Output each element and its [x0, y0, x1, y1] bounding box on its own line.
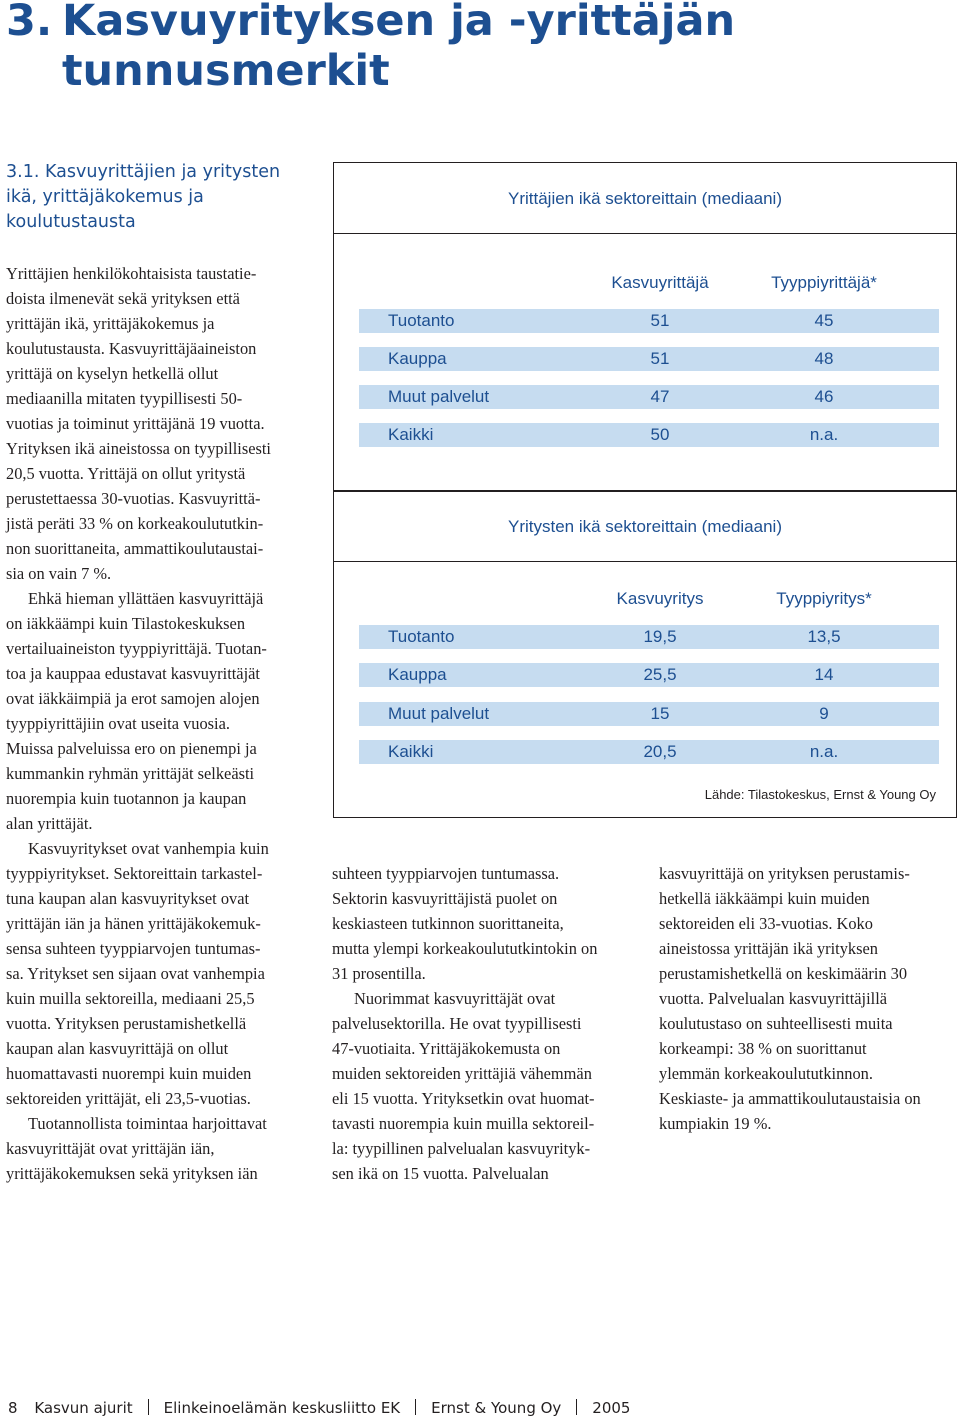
- table-row: [359, 663, 939, 687]
- text-line: vuotta. Yrityksen perustamishetkellä: [6, 1014, 247, 1033]
- text-line: sektoreiden yrittäjät, eli 23,5-vuotias.: [6, 1089, 251, 1108]
- footer-divider: [576, 1399, 577, 1415]
- table-header: [334, 271, 958, 295]
- column-header: Tyyppiyritys*: [776, 589, 872, 608]
- text-line: sektoreiden eli 33-vuotias. Koko: [659, 914, 873, 933]
- text-line: sa. Yritykset sen sijaan ovat vanhempia: [6, 964, 265, 983]
- table-row: [359, 385, 939, 409]
- section-title-line-3: koulutustausta: [6, 212, 136, 232]
- page-number: 8: [8, 1399, 18, 1417]
- text-line: tavasti nuorempia kuin muilla sektoreil-: [332, 1114, 595, 1133]
- text-line: Ehkä hieman yllättäen kasvuyrittäjä: [28, 589, 264, 608]
- cell-value: 48: [814, 349, 834, 368]
- text-line: koulutustaso on suhteellisesti muita: [659, 1014, 893, 1033]
- table-source-note: Lähde: Tilastokeskus, Ernst & Young Oy: [704, 787, 936, 802]
- text-line: tyyppiyritykset. Sektoreittain tarkastel-: [6, 864, 263, 883]
- row-label: Kauppa: [388, 349, 447, 368]
- text-line: kuin muilla sektoreilla, mediaani 25,5: [6, 989, 255, 1008]
- text-line: 20,5 vuotta. Yrittäjä on ollut yritystä: [6, 464, 246, 483]
- text-line: vuotta. Palvelualan kasvuyrittäjillä: [659, 989, 888, 1008]
- cell-value: 51: [650, 311, 670, 330]
- publisher-name: Elinkeinoelämän keskusliitto EK: [163, 1399, 401, 1417]
- chapter-heading: [6, 0, 906, 96]
- table-row: [359, 740, 939, 764]
- cell-value: n.a.: [809, 742, 839, 761]
- text-line: 31 prosentilla.: [332, 964, 426, 983]
- text-line: koulutustausta. Kasvuyrittäjäaineiston: [6, 339, 257, 358]
- text-line: sia on vain 7 %.: [6, 564, 112, 583]
- text-line: yrittäjä on kyselyn hetkellä ollut: [6, 364, 219, 383]
- row-label: Tuotanto: [388, 311, 455, 330]
- cell-value: 14: [814, 665, 834, 684]
- text-line: tuna kaupan alan kasvuyritykset ovat: [6, 889, 250, 908]
- text-line: hetkellä iäkkäämpi kuin muiden: [659, 889, 870, 908]
- section-title-line-2: ikä, yrittäjäkokemus ja: [6, 187, 204, 207]
- cell-value: 19,5: [643, 627, 677, 646]
- text-line: Yrittäjien henkilökohtaisista taustatie-: [6, 264, 257, 283]
- column-header: Kasvuyritys: [616, 589, 704, 608]
- cell-value: 15: [650, 704, 670, 723]
- text-line: yrittäjän iän ja hänen yrittäjäkokemuk-: [6, 914, 261, 933]
- text-line: ovat iäkkäimpiä ja erot samojen alojen: [6, 689, 260, 708]
- cell-value: 47: [650, 387, 670, 406]
- chapter-title-line-1: Kasvuyrityksen ja -yrittäjän: [62, 0, 736, 46]
- text-line: doista ilmenevät sekä yrityksen että: [6, 289, 240, 308]
- text-line: Nuorimmat kasvuyrittäjät ovat: [354, 989, 556, 1008]
- chapter-title-line-2: tunnusmerkit: [62, 46, 390, 96]
- text-line: yrittäjän ikä, yrittäjäkokemus ja: [6, 314, 215, 333]
- text-line: mutta ylempi korkeakoulututkintokin on: [332, 939, 598, 958]
- text-line: vertailuaineiston tyyppiyrittäjä. Tuotan-: [6, 639, 267, 658]
- text-line: nuorempia kuin tuotannon ja kaupan: [6, 789, 247, 808]
- text-line: perustamishetkellä on keskimäärin 30: [659, 964, 908, 983]
- body-column-3: [659, 861, 959, 1136]
- text-line: alan yrittäjät.: [6, 814, 93, 833]
- row-label: Kaikki: [388, 742, 434, 761]
- row-label: Kaikki: [388, 425, 434, 444]
- row-label: Kauppa: [388, 665, 447, 684]
- table-row: [359, 309, 939, 333]
- text-line: Tuotannollista toimintaa harjoittavat: [28, 1114, 267, 1133]
- text-line: kummankin ryhmän yrittäjät selkeästi: [6, 764, 255, 783]
- footer-divider: [148, 1399, 149, 1415]
- body-column-2: [332, 861, 637, 1186]
- text-line: Keskiaste- ja ammattikoulutaustaisia on: [659, 1089, 921, 1108]
- publication-title: Kasvun ajurit: [34, 1399, 133, 1417]
- text-line: Muissa palveluissa ero on pienempi ja: [6, 739, 257, 758]
- text-line: kaupan alan kasvuyrittäjä on ollut: [6, 1039, 229, 1058]
- table-title: Yrittäjien ikä sektoreittain (mediaani): [334, 163, 956, 234]
- cell-value: 20,5: [643, 742, 677, 761]
- entrepreneur-age-table: [333, 162, 957, 492]
- text-line: keskiasteen tutkinnon suorittaneita,: [332, 914, 564, 933]
- table-row: [359, 423, 939, 447]
- text-line: kumpiakin 19 %.: [659, 1114, 772, 1133]
- table-title: Yritysten ikä sektoreittain (mediaani): [334, 491, 956, 562]
- row-label: Muut palvelut: [388, 387, 490, 406]
- table-row: [359, 702, 939, 726]
- text-line: vuotias ja toiminut yrittäjänä 19 vuotta.: [6, 414, 265, 433]
- cell-value: 51: [650, 349, 670, 368]
- text-line: mediaanilla mitaten tyypillisesti 50-: [6, 389, 243, 408]
- cell-value: 25,5: [643, 665, 677, 684]
- section-title-line-1: Kasvuyrittäjien ja yritysten: [44, 162, 281, 182]
- cell-value: 46: [814, 387, 834, 406]
- text-line: Sektorin kasvuyrittäjistä puolet on: [332, 889, 558, 908]
- text-line: toa ja kauppaa edustavat kasvuyrittäjät: [6, 664, 260, 683]
- text-line: huomattavasti nuorempi kuin muiden: [6, 1064, 252, 1083]
- footer-divider: [415, 1399, 416, 1415]
- table-header: [334, 587, 958, 611]
- cell-value: 50: [650, 425, 670, 444]
- text-line: aineistossa yrittäjän ikä yrityksen: [659, 939, 878, 958]
- column-header: Kasvuyrittäjä: [611, 273, 709, 292]
- text-line: korkeampi: 38 % on suorittanut: [659, 1039, 867, 1058]
- text-line: yrittäjäkokemuksen sekä yrityksen iän: [6, 1164, 258, 1183]
- text-line: Yrityksen ikä aineistossa on tyypillisesti: [6, 439, 271, 458]
- table-row: [359, 347, 939, 371]
- text-line: sen ikä on 15 vuotta. Palvelualan: [332, 1164, 549, 1183]
- chapter-number: 3.: [6, 0, 53, 46]
- text-line: non suorittaneita, ammattikoulutaustai-: [6, 539, 264, 558]
- text-line: jistä peräti 33 % on korkeakoulututkin-: [6, 514, 264, 533]
- section-heading: [6, 160, 306, 235]
- row-label: Tuotanto: [388, 627, 455, 646]
- cell-value: 45: [814, 311, 834, 330]
- text-line: ylemmän korkeakoulututkinnon.: [659, 1064, 873, 1083]
- page-footer: [8, 1396, 958, 1420]
- row-label: Muut palvelut: [388, 704, 490, 723]
- text-line: kasvuyrittäjät ovat yrittäjän iän,: [6, 1139, 215, 1158]
- text-line: Kasvuyritykset ovat vanhempia kuin: [28, 839, 269, 858]
- text-line: suhteen tyyppiarvojen tuntumassa.: [332, 864, 560, 883]
- partner-name: Ernst & Young Oy: [431, 1399, 562, 1417]
- text-line: on iäkkäämpi kuin Tilastokeskuksen: [6, 614, 246, 633]
- text-line: perustettaessa 30-vuotias. Kasvuyrittä-: [6, 489, 261, 508]
- body-column-1: [6, 261, 306, 1186]
- text-line: 47-vuotiaita. Yrittäjäkokemusta on: [332, 1039, 561, 1058]
- text-line: palvelusektorilla. He ovat tyypillisesti: [332, 1014, 582, 1033]
- table-row: [359, 625, 939, 649]
- company-age-table: [333, 490, 957, 818]
- text-line: eli 15 vuotta. Yrityksetkin ovat huomat-: [332, 1089, 595, 1108]
- cell-value: 13,5: [807, 627, 841, 646]
- cell-value: n.a.: [809, 425, 839, 444]
- text-line: la: tyypillinen palvelualan kasvuyrityk-: [332, 1139, 591, 1158]
- text-line: muiden sektoreiden yrittäjiä vähemmän: [332, 1064, 592, 1083]
- publication-year: 2005: [592, 1399, 631, 1417]
- cell-value: 9: [819, 704, 829, 723]
- section-number: 3.1.: [6, 162, 40, 182]
- column-header: Tyyppiyrittäjä*: [771, 273, 877, 292]
- text-line: tyyppiyrittäjiin ovat useita vuosia.: [6, 714, 230, 733]
- text-line: kasvuyrittäjä on yrityksen perustamis-: [659, 864, 910, 883]
- text-line: sensa suhteen tyyppiarvojen tuntumas-: [6, 939, 261, 958]
